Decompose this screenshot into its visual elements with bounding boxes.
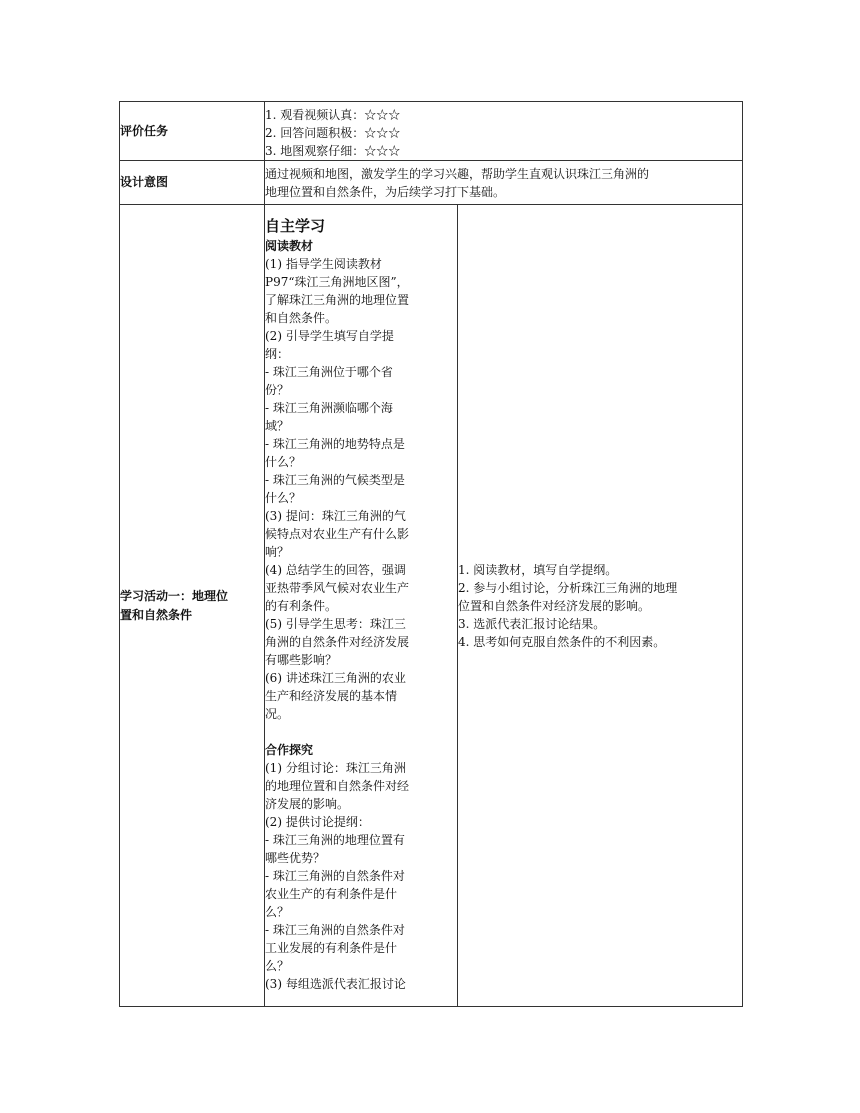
teacher-line: 和自然条件。 <box>265 311 338 325</box>
teacher-line: - 珠江三角洲的自然条件对 <box>265 869 405 883</box>
teacher-line: - 珠江三角洲的地势特点是 <box>265 437 405 451</box>
design-label: 设计意图 <box>120 161 265 205</box>
teacher-line: 域？ <box>265 419 290 433</box>
teacher-line: 的地理位置和自然条件对经 <box>265 779 410 793</box>
teacher-line: 有哪些影响？ <box>265 653 338 667</box>
student-line: 2. 参与小组讨论，分析珠江三角洲的地理 <box>458 580 678 595</box>
teacher-line: (1) 指导学生阅读教材 <box>265 257 382 271</box>
design-line: 地理位置和自然条件，为后续学习打下基础。 <box>265 184 506 199</box>
teacher-activity <box>265 205 458 1007</box>
eval-item: 2. 回答问题积极：☆☆☆ <box>265 126 401 140</box>
teacher-line: 了解珠江三角洲的地理位置 <box>265 293 410 307</box>
activity-label <box>120 205 265 1007</box>
teacher-line: - 珠江三角洲的地理位置有 <box>265 833 405 847</box>
design-line: 通过视频和地图，激发学生的学习兴趣，帮助学生直观认识珠江三角洲的 <box>265 166 650 181</box>
teacher-line: (2) 引导学生填写自学提 <box>265 329 394 343</box>
teacher-line: 农业生产的有利条件是什 <box>265 887 398 901</box>
eval-item: 3. 地图观察仔细：☆☆☆ <box>265 144 401 158</box>
student-activity <box>458 205 743 1007</box>
student-line: 3. 选派代表汇报讨论结果。 <box>458 616 606 631</box>
teacher-line: - 珠江三角洲的自然条件对 <box>265 923 405 937</box>
self-study-heading: 自主学习 <box>265 217 326 235</box>
eval-item: 1. 观看视频认真：☆☆☆ <box>265 108 401 122</box>
teacher-line: (5) 引导学生思考：珠江三 <box>265 617 406 631</box>
teacher-line: (6) 讲述珠江三角洲的农业 <box>265 671 406 685</box>
student-line: 4. 思考如何克服自然条件的不利因素。 <box>458 634 666 649</box>
teacher-line: - 珠江三角洲的气候类型是 <box>265 473 405 487</box>
teacher-line: - 珠江三角洲濒临哪个海 <box>265 401 393 415</box>
teacher-line: (2) 提供讨论提纲： <box>265 815 370 829</box>
design-content <box>265 161 743 205</box>
teacher-line: 济发展的影响。 <box>265 797 350 811</box>
teacher-line: 么？ <box>265 959 290 973</box>
teacher-line: 纲： <box>265 347 290 361</box>
eval-content <box>265 102 743 161</box>
teacher-line: 么？ <box>265 905 290 919</box>
activity-label-line: 置和自然条件 <box>120 607 193 622</box>
teacher-line: 什么？ <box>265 491 302 505</box>
teacher-line: (3) 提问：珠江三角洲的气 <box>265 509 406 523</box>
teacher-line: 哪些优势？ <box>265 851 326 865</box>
activity-label-line: 学习活动一：地理位 <box>120 588 229 603</box>
teacher-line: 工业发展的有利条件是什 <box>265 941 398 955</box>
cooperative-lines <box>265 759 457 993</box>
teacher-line: - 珠江三角洲位于哪个省 <box>265 365 393 379</box>
teacher-line: 况。 <box>265 707 290 721</box>
eval-row <box>120 102 743 161</box>
cooperative-heading: 合作探究 <box>265 743 314 757</box>
eval-label: 评价任务 <box>120 102 265 161</box>
read-textbook-subheading: 阅读教材 <box>265 239 314 253</box>
teacher-line: P97“珠江三角洲地区图”， <box>265 275 409 289</box>
teacher-line: (4) 总结学生的回答，强调 <box>265 563 406 577</box>
teacher-line: 份？ <box>265 383 290 397</box>
teacher-line: 什么？ <box>265 455 302 469</box>
activity-row <box>120 205 743 1007</box>
teacher-line: 亚热带季风气候对农业生产 <box>265 581 410 595</box>
teacher-line: (1) 分组讨论：珠江三角洲 <box>265 761 406 775</box>
teacher-line: (3) 每组选派代表汇报讨论 <box>265 977 406 991</box>
student-lines <box>458 561 742 651</box>
student-line: 1. 阅读教材，填写自学提纲。 <box>458 562 618 577</box>
spacer <box>265 723 457 741</box>
student-line: 位置和自然条件对经济发展的影响。 <box>458 598 651 613</box>
teacher-line: 响？ <box>265 545 290 559</box>
lesson-plan-table <box>119 101 743 1007</box>
teacher-line: 角洲的自然条件对经济发展 <box>265 635 410 649</box>
teacher-line: 的有利条件。 <box>265 599 338 613</box>
self-study-lines <box>265 255 457 723</box>
teacher-line: 候特点对农业生产有什么影 <box>265 527 410 541</box>
design-row <box>120 161 743 205</box>
teacher-line: 生产和经济发展的基本情 <box>265 689 398 703</box>
